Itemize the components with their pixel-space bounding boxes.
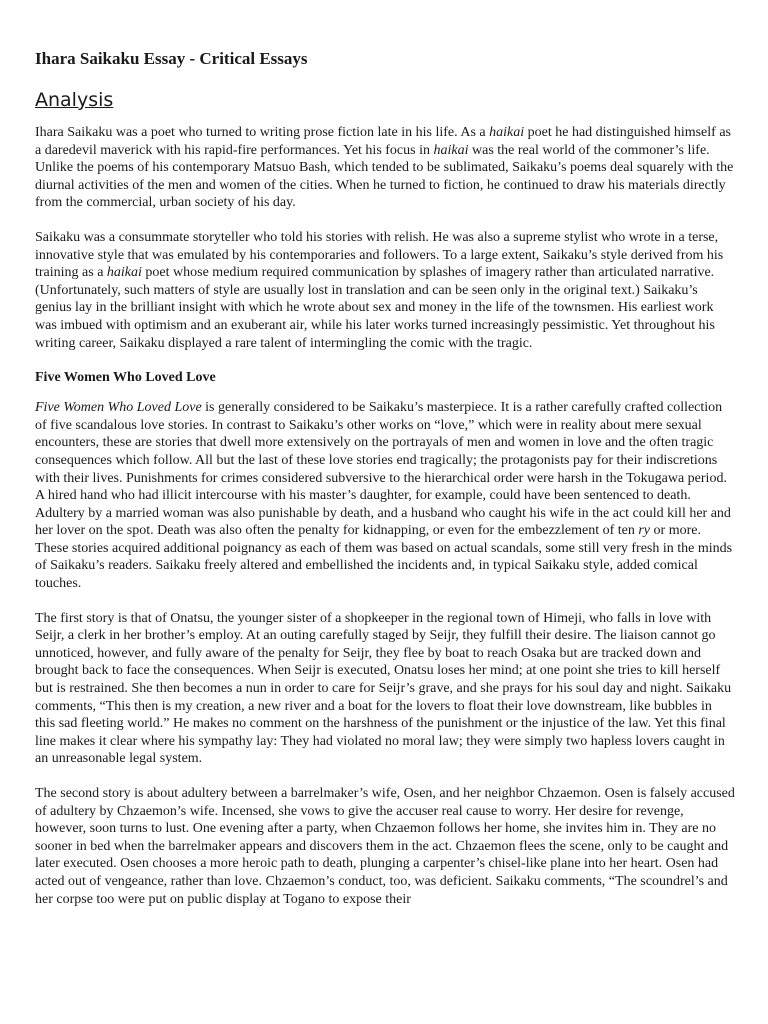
paragraph-1-term-haikai-2: haikai bbox=[433, 142, 469, 158]
subheading-five-women: Five Women Who Loved Love bbox=[35, 370, 216, 386]
document-page bbox=[35, 48, 735, 925]
paragraph-1-text-e: was the real world of the commoner’s life. Unlike the poems of his contemporary Matsuo Bash, which tended to be sublimated, Saikaku’s poems deal squarely with the diurnal activities of the men and women of the cities. When he turned to fiction, he continued to draw his materials directly from the commercial, urban society of his day. bbox=[35, 142, 734, 211]
paragraph-1-text-c: poet he had distinguished himself as a daredevil maverick with his rapid-fire performances. Yet his focus in bbox=[35, 125, 731, 158]
paragraph-2-term-haikai: haikai bbox=[106, 265, 142, 281]
document-title: Ihara Saikaku Essay - Critical Essays bbox=[35, 49, 308, 68]
paragraph-1-text-a: Ihara Saikaku was a poet who turned to writing prose fiction late in his life. As a bbox=[35, 125, 490, 140]
paragraph-2-text-c: poet whose medium required communication by splashes of imagery rather than articulated narrative. (Unfortunately, such matters of style are usually lost in translation and can be seen only in the original text.) Saikaku’s genius lay in the brilliant insight with which he wrote about sex and money in the life of the townsmen. His earliest work was imbued with optimism and an exuberant air, while his later works turned increasingly pessimistic. Yet throughout his writing career, Saikaku displayed a rare talent of intermingling the comic with the tragic. bbox=[35, 265, 715, 351]
paragraph-2 bbox=[35, 229, 735, 352]
paragraph-3-book-title: Five Women Who Loved Love bbox=[35, 400, 202, 416]
section-heading-analysis: Analysis bbox=[35, 89, 114, 111]
paragraph-3 bbox=[35, 399, 735, 593]
paragraph-3-text-b: is generally considered to be Saikaku’s masterpiece. It is a rather carefully crafted collection of five scandalous love stories. In contrast to Saikaku’s other works on “love,” which were in reality about mere sexual encounters, these are stories that dwell more extensively on the portrayals of men and women in love and the often tragic consequences which follow. All but the last of these love stories end tragically; the protagonists pay for their indiscretions with their lives. Punishments for crimes considered subversive to the hierarchical order were harsh in the Tokugawa period. A hired hand who had illicit intercourse with his master’s daughter, for example, could have been sentenced to death. Adultery by a married woman was also punishable by death, and a husband who caught his wife in the act could kill her and her lover on the spot. Death was also often the penalty for kidnapping, or even for the embezzlement of ten bbox=[35, 400, 731, 539]
paragraph-4: The first story is that of Onatsu, the younger sister of a shopkeeper in the regional town of Himeji, who falls in love with Seijr, a clerk in her brother’s employ. At an outing carefully staged by Seijr, they fulfill their desire. The liaison cannot go unnoticed, however, and fully aware of the penalty for Seijr, they flee by boat to reach Osaka but are tracked down and brought back to face the consequences. When Seijr is executed, Onatsu loses her mind; at one point she tries to kill herself but is restrained. She then becomes a nun in order to care for Seijr’s grave, and she prays for his soul day and night. Saikaku comments, “This then is my creation, a new river and a boat for the lovers to float their love downstream, like bubbles in this sad fleeting world.” He makes no comment on the harshness of the punishment or the injustice of the law. Yet this final line makes it clear where his sympathy lay: They had violated no moral law; they were simply two hapless lovers caught in an unreasonable legal system. bbox=[35, 610, 732, 767]
paragraph-2-text-a: Saikaku was a consummate storyteller who told his stories with relish. He was also a supreme stylist who wrote in a terse, innovative style that was emulated by his contemporaries and followers. To a large extent, Saikaku’s style derived from his training as a bbox=[35, 229, 724, 281]
paragraph-3-text-d: or more. These stories acquired additional poignancy as each of them was based on actual scandals, some still very fresh in the minds of Saikaku’s readers. Saikaku freely altered and embellished the incidents and, in typical Saikaku style, added comical touches. bbox=[35, 523, 733, 592]
paragraph-5: The second story is about adultery between a barrelmaker’s wife, Osen, and her neighbor Chzaemon. Osen is falsely accused of adultery by Chzaemon’s wife. Incensed, she vows to give the accuser real cause to worry. Her desire for revenge, however, soon turns to lust. One evening after a party, when Chzaemon follows her home, she invites him in. They are no sooner in bed when the barrelmaker appears and discovers them in the act. Chzaemon flees the scene, only to be caught and later executed. Osen chooses a more heroic path to death, plunging a carpenter’s chisel-like plane into her heart. Osen had acted out of vengeance, rather than love. Chzaemon’s conduct, too, was deficient. Saikaku comments, “The scoundrel’s and her corpse too were put on public display at Togano to expose their bbox=[35, 786, 735, 907]
paragraph-3-term-ry: ry bbox=[638, 523, 651, 539]
paragraph-1-term-haikai: haikai bbox=[489, 125, 525, 140]
paragraph-1 bbox=[35, 124, 735, 212]
